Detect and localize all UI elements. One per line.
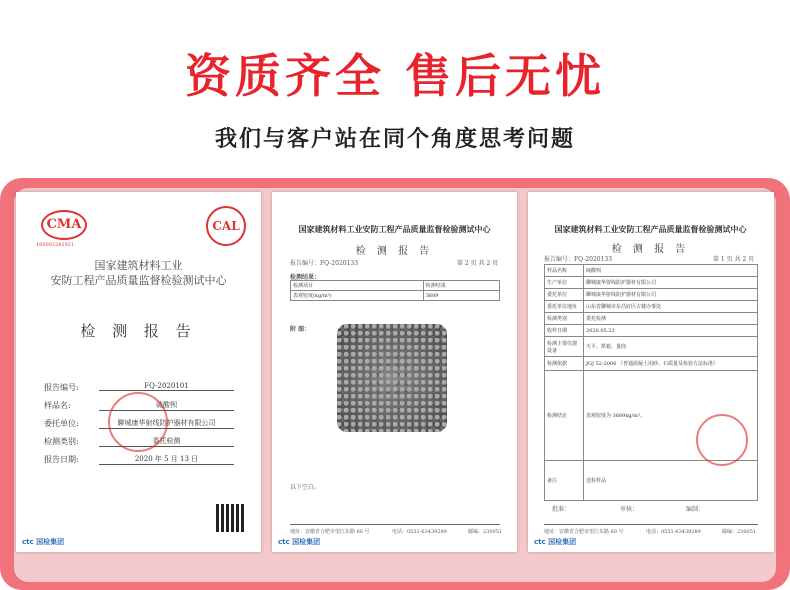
table-cell: 样品名称 xyxy=(545,265,584,277)
table-cell: 硫酸钡 xyxy=(584,265,758,277)
table-cell: 天平、烘箱、量筒 xyxy=(584,337,758,357)
zip: 邮编：230051 xyxy=(722,529,757,535)
page-subtitle: 我们与客户站在同个角度思考问题 xyxy=(214,127,575,152)
table-cell: 委托单位地址 xyxy=(545,301,584,313)
report-no: 报告编号：FQ-2020133 xyxy=(544,256,613,263)
field-category xyxy=(44,436,181,447)
table-cell: 聊城康华射线防护器材有限公司 xyxy=(584,277,758,289)
cma-code: 160002281921 xyxy=(36,242,75,248)
table-cell: 收样日期 xyxy=(545,325,584,337)
field-label: 检测类别: xyxy=(44,437,79,446)
report-title: 检 测 报 告 xyxy=(80,322,197,340)
table-cell: 检测类别 xyxy=(545,313,584,325)
address: 地址：安徽省合肥市望江东路 60 号 xyxy=(290,529,370,535)
result-table xyxy=(290,280,500,301)
audit-label: 审核： xyxy=(620,506,639,513)
zip: 邮编：230051 xyxy=(468,529,503,535)
field-value: 委托检测 xyxy=(99,436,234,447)
approve-label: 批准： xyxy=(552,506,571,513)
blank-note: 以下空白。 xyxy=(290,484,321,491)
certificate-result-page xyxy=(272,192,517,552)
table-cell: 生产单位 xyxy=(545,277,584,289)
table-cell: 3689 xyxy=(423,291,499,301)
red-stamp xyxy=(696,414,748,466)
cal-logo: CAL xyxy=(206,206,246,246)
editor-label: 编制： xyxy=(686,506,705,513)
field-label: 委托单位: xyxy=(44,419,79,428)
sample-photo xyxy=(337,324,447,432)
field-label: 报告编号: xyxy=(44,383,79,392)
field-label: 样品名: xyxy=(44,401,71,410)
org-name: 国家建筑材料工业安防工程产品质量监督检验测试中心 xyxy=(298,224,491,234)
org-line-1: 国家建筑材料工业 xyxy=(94,259,183,272)
ctc-logo: ctc 国检集团 xyxy=(22,538,65,546)
table-cell: 检测依据 xyxy=(545,357,584,371)
report-no: 报告编号：FQ-2020133 xyxy=(290,260,359,267)
table-cell: 备注 xyxy=(545,461,584,501)
field-client xyxy=(44,418,216,429)
org-name: 国家建筑材料工业安防工程产品质量监督检验测试中心 xyxy=(554,224,747,234)
field-label: 报告日期: xyxy=(44,455,79,464)
table-cell: 表观密度(kg/m³) xyxy=(291,291,424,301)
ctc-logo: ctc 国检集团 xyxy=(534,538,577,546)
ctc-logo: ctc 国检集团 xyxy=(278,538,321,546)
page-title: 资质齐全 售后无忧 xyxy=(184,49,605,103)
page-number: 第 1 页 共 2 页 xyxy=(713,256,755,263)
field-value: 硫酸钡 xyxy=(99,400,234,411)
certificate-detail-page xyxy=(528,192,774,552)
phone: 电话：0551-63439289 xyxy=(392,529,447,535)
field-value: 聊城康华射线防护器材有限公司 xyxy=(99,418,234,429)
field-sample xyxy=(44,400,177,411)
footer-rule xyxy=(290,524,500,525)
address: 地址：安徽省合肥市望江东路 60 号 xyxy=(544,529,624,535)
table-cell: JGJ 52-2006 《普通混凝土用砂、石质量及检验方法标准》 xyxy=(584,357,758,371)
table-cell: 聊城康华射线防护器材有限公司 xyxy=(584,289,758,301)
table-cell: 委托单位 xyxy=(545,289,584,301)
org-line-2: 安防工程产品质量监督检验测试中心 xyxy=(50,274,227,287)
field-report-no xyxy=(44,382,189,393)
phone: 电话：0551-63439289 xyxy=(646,529,701,535)
table-header: 检测项目 xyxy=(291,281,424,291)
page-number: 第 2 页 共 2 页 xyxy=(457,260,499,267)
photo-label: 附 图： xyxy=(290,326,311,333)
field-date xyxy=(44,454,199,465)
table-cell: 2020.05.22 xyxy=(584,325,758,337)
table-cell: 山东省聊城市东昌府区古楼办事处 xyxy=(584,301,758,313)
table-cell: 表观密度为 3689kg/m³。 xyxy=(584,371,758,461)
footer-rule xyxy=(544,524,758,525)
table-cell: 送检样品 xyxy=(584,461,758,501)
cma-logo: CMA xyxy=(41,210,87,240)
table-cell: 检测主要仪器设备 xyxy=(545,337,584,357)
certificate-cover xyxy=(16,192,261,552)
result-label: 检测结果： xyxy=(290,274,321,281)
report-title: 检 测 报 告 xyxy=(611,244,690,255)
red-stamp xyxy=(108,392,168,452)
table-header: 检测结果 xyxy=(423,281,499,291)
report-title: 检 测 报 告 xyxy=(355,246,434,257)
table-cell: 委托检测 xyxy=(584,313,758,325)
field-value: 2020 年 5 月 13 日 xyxy=(99,454,234,465)
table-cell: 检测结论 xyxy=(545,371,584,461)
field-value: FQ-2020101 xyxy=(99,382,234,391)
qr-code xyxy=(216,504,244,532)
